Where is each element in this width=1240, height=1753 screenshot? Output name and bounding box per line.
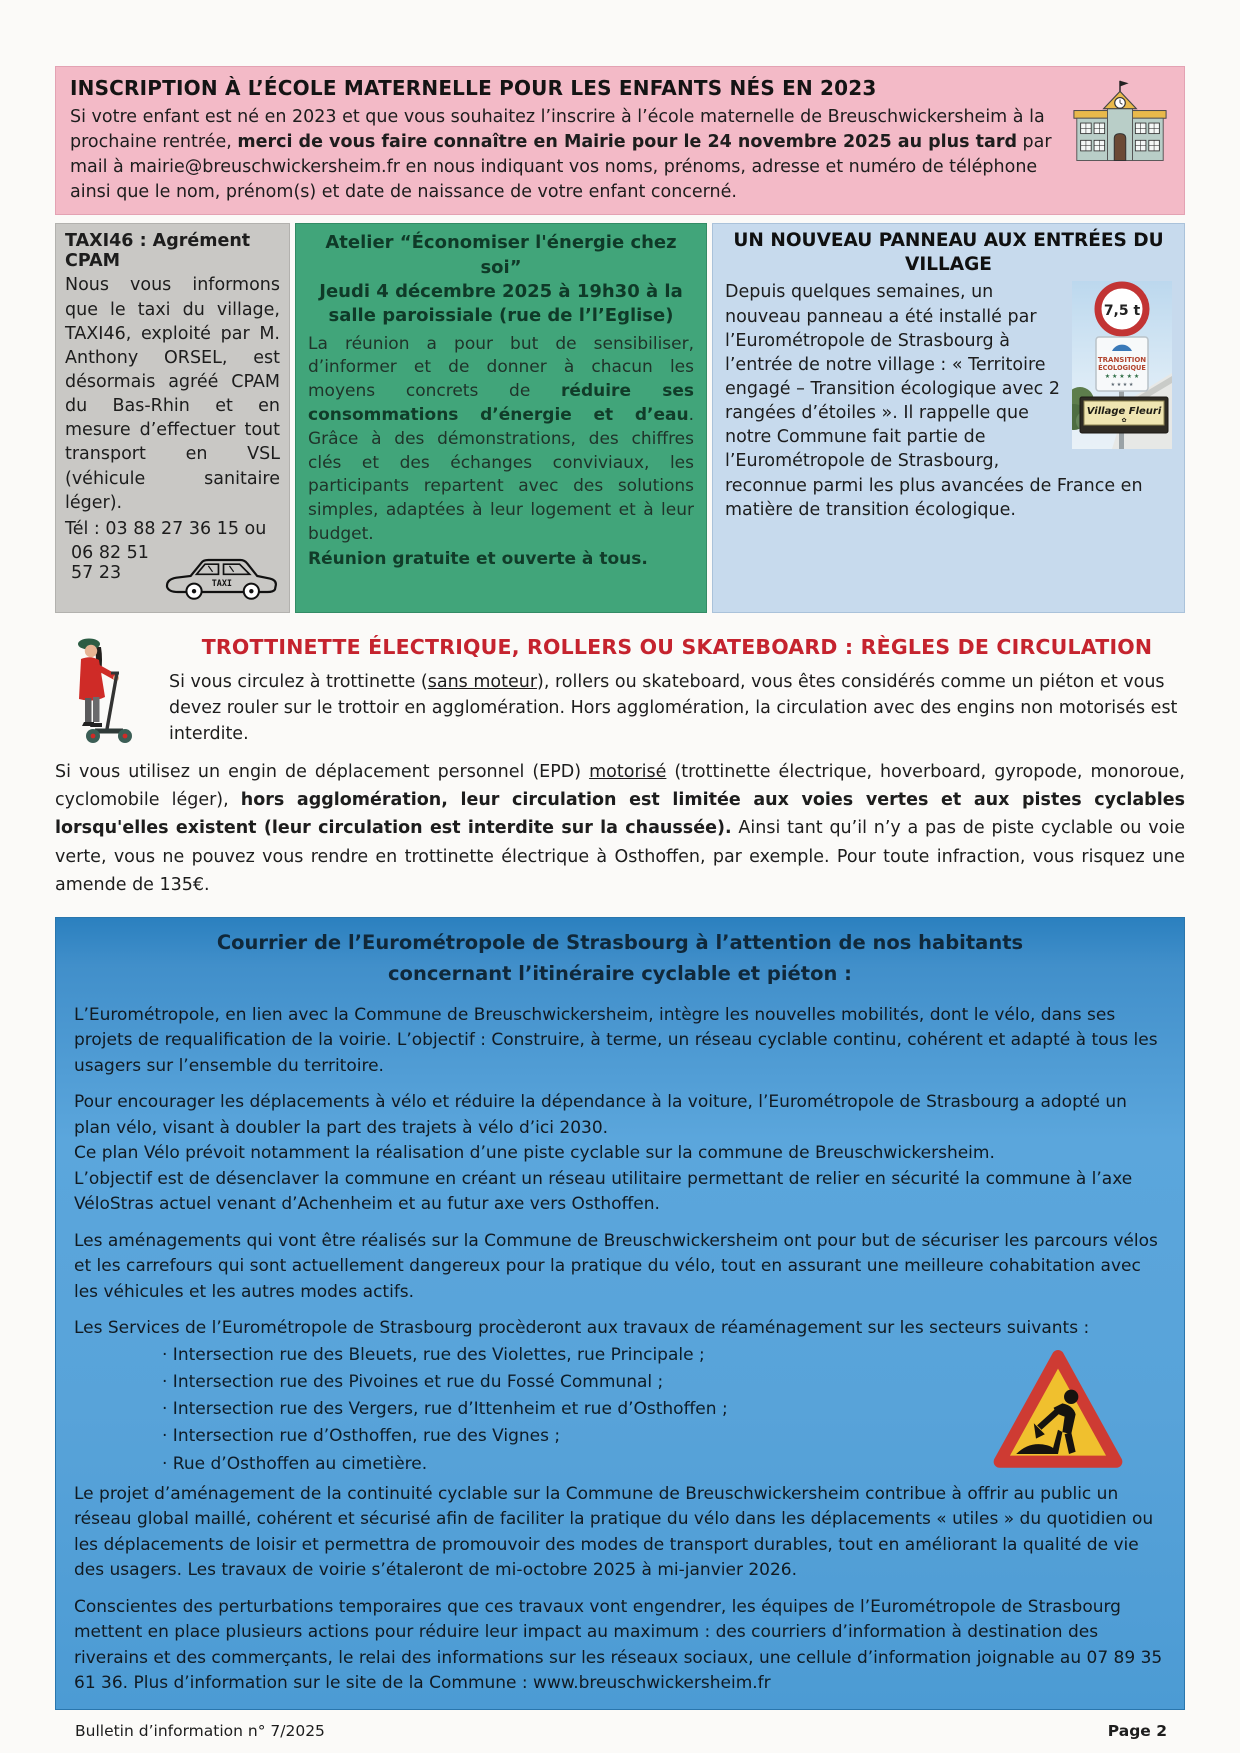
atelier-title: Atelier “Économiser l'énergie chez soi” Jeudi 4 décembre 2025 à 19h30 à la salle paroissiale (rue de l’l’Eglise): [319, 232, 683, 327]
inscription-title: INSCRIPTION À L’ÉCOLE MATERNELLE POUR LES ENFANTS NÉS EN 2023: [70, 76, 877, 100]
courrier-para5: Les aménagements qui vont être réalisés sur la Commune de Breuschwickersheim ont pour but de sécuriser les parcours vélos et les carrefours qui sont actuellement dangereux pour la pratique du vélo, tout en assurant une meilleure cohabitation avec les véhicules et les autres modes actifs.: [74, 1230, 1158, 1302]
courrier-para4: L’objectif est de désenclaver la commune en créant un réseau utilitaire permettant de relier en sécurité la commune à l’axe VéloStras actuel venant d’Achenheim et au futur axe vers Osthoffen.: [74, 1168, 1133, 1215]
courrier-bullet-list: [74, 1342, 992, 1478]
section-inscription-maternelle: [55, 66, 1185, 215]
courrier-para7: Le projet d’aménagement de la continuité cyclable sur la Commune de Breuschwickersheim contribue à offrir au public un réseau global maillé, cohérent et sécurisé afin de faciliter la pratique du vélo dans les déplacements « utiles » du quotidien ou les déplacements de loisir et permettra de promouvoir des modes de transport durables, tout en améliorant la qualité de vie des usagers. Les travaux de voirie s’étaleront de mi-octobre 2025 à mi-janvier 2026.: [74, 1483, 1154, 1581]
courrier-para6: Les Services de l’Eurométropole de Strasbourg procèderont aux travaux de réaménagement sur les secteurs suivants :: [74, 1318, 1090, 1339]
footer-bulletin-number: Bulletin d’information n° 7/2025: [75, 1721, 325, 1740]
village-fleuri-sign: [1080, 397, 1168, 433]
svg-text:✿: ✿: [1121, 417, 1127, 425]
school-building-icon: [1072, 77, 1168, 171]
svg-text:Village Fleuri: Village Fleuri: [1086, 406, 1162, 418]
weight-limit-sign-text: 7,5 t: [1103, 303, 1141, 320]
panneau-title: UN NOUVEAU PANNEAU AUX ENTRÉES DU VILLAGE: [733, 230, 1164, 276]
taxi-body: Nous vous informons que le taxi du village, TAXI46, exploité par M. Anthony ORSEL, est désormais agréé CPAM du Bas-Rhin et en mesure d’effectuer tout transport en VSL (véhicule sanitaire léger).: [65, 275, 280, 513]
taxi-phone-line2: 06 82 51 57 23: [71, 542, 149, 583]
svg-text:★ ★ ★ ★: ★ ★ ★ ★: [1110, 382, 1134, 389]
courrier-title: Courrier de l’Eurométropole de Strasbourg à l’attention de nos habitants concernant l’itinéraire cyclable et piéton :: [216, 931, 1024, 985]
taxi-phone-line: Tél : 03 88 27 36 15 ou: [65, 518, 267, 539]
courrier-para1: L’Eurométropole, en lien avec la Commune de Breuschwickersheim, intègre les nouvelles mobilités, dont le vélo, dans ses projets de requalification de la voirie. L’objectif : Construire, à terme, un réseau cyclable continu, cohérent et adapté à tous les usagers sur l’ensemble du territoire.: [74, 1004, 1158, 1076]
courrier-para2: Pour encourager les déplacements à vélo et réduire la dépendance à la voiture, l’Eurométropole de Strasbourg a adopté un plan vélo, visant à doubler la part des trajets à vélo d’ici 2030.: [74, 1092, 1127, 1138]
bullet-item: · Intersection rue des Vergers, rue d’Ittenheim et rue d’Osthoffen ;: [162, 1399, 728, 1420]
section-nouveau-panneau: [712, 223, 1185, 613]
section-courrier-eurometropole: [55, 917, 1185, 1709]
courrier-para8: Conscientes des perturbations temporaires que ces travaux vont engendrer, les équipes de l’Eurométropole de Strasbourg mettent en place plusieurs actions pour réduire leur impact au maximum : des courriers d’information à destination des riverains et des commerçants, le relai des informations sur les réseaux sociaux, une cellule d’information joignable au 07 89 35 61 36. Plus d’information sur le site de la Commune : www.breuschwickersheim.fr: [74, 1596, 1163, 1694]
roadworks-sign-icon: [992, 1346, 1124, 1474]
taxi-car-label: TAXI: [211, 578, 232, 589]
taxi-title: TAXI46 : Agrément CPAM: [65, 231, 251, 272]
bullet-item: · Intersection rue d’Osthoffen, rue des Vignes ;: [162, 1426, 561, 1447]
trottinette-para2: Si vous utilisez un engin de déplacement personnel (EPD) motorisé (trottinette électrique, hoverboard, gyropode, monoroue, cyclomobile léger), hors agglomération, leur circulation est limitée aux voies vertes et aux pistes cyclables lorsqu'elles existent (leur circulation est interdite sur la chaussée). Ainsi tant qu’il n’y a pas de piste cyclable ou voie verte, vous ne pouvez vous rendre en trottinette électrique à Osthoffen, par exemple. Pour toute infraction, vous risquez une amende de 135€.: [55, 761, 1185, 896]
atelier-body: La réunion a pour but de sensibiliser, d’informer et de donner à chacun les moyens concrets de réduire ses consommations d’énergie et d’eau. Grâce à des démonstrations, des chiffres clés et des échanges conviviaux, les participants repartent avec des solutions simples, adaptées à leur logement et à leur budget.: [308, 333, 694, 544]
bullet-item: · Intersection rue des Pivoines et rue du Fossé Communal ;: [162, 1372, 664, 1393]
section-atelier-energie: [295, 223, 707, 613]
svg-text:ÉCOLOGIQUE: ÉCOLOGIQUE: [1098, 364, 1146, 373]
atelier-footer-line: Réunion gratuite et ouverte à tous.: [308, 548, 648, 569]
newsletter-page: [55, 66, 1185, 1740]
section-trottinette-regles: [55, 627, 1185, 901]
taxi-car-icon: [162, 547, 280, 605]
page-footer: [55, 1722, 1185, 1740]
section-taxi46: [55, 223, 290, 613]
trottinette-title: TROTTINETTE ÉLECTRIQUE, ROLLERS OU SKATEBOARD : RÈGLES DE CIRCULATION: [201, 634, 1153, 659]
columns-row: [55, 223, 1185, 613]
inscription-body: Si votre enfant est né en 2023 et que vous souhaitez l’inscrire à l’école maternelle de Breuschwickersheim à la prochaine rentrée, merci de vous faire connaître en Mairie pour le 24 novembre 2025 au plus tard par mail à mairie@breuschwickersheim.fr en nous indiquant vos noms, prénoms, adresse et numéro de téléphone ainsi que le nom, prénom(s) et date de naissance de votre enfant concerné.: [70, 107, 1052, 202]
svg-text:TRANSITION: TRANSITION: [1097, 356, 1147, 365]
village-signs-photo: [1072, 281, 1172, 449]
svg-text:★ ★ ★ ★ ★: ★ ★ ★ ★ ★: [1104, 373, 1140, 381]
transition-sign: [1096, 337, 1148, 391]
footer-page-number: Page 2: [1107, 1721, 1167, 1740]
bullet-item: · Intersection rue des Bleuets, rue des Violettes, rue Principale ;: [162, 1344, 705, 1365]
panneau-body: Depuis quelques semaines, un nouveau panneau a été installé par l’Eurométropole de Strasbourg à l’entrée de notre village : « Territoire engagé – Transition écologique avec 2 rangées d’étoiles ». Il rappelle que notre Commune fait partie de l’Eurométropole de Strasbourg, reconnue parmi les plus avancées de France en matière de transition écologique.: [725, 282, 1143, 520]
bullet-item: · Rue d’Osthoffen au cimetière.: [162, 1453, 428, 1474]
trottinette-para1: Si vous circulez à trottinette (sans moteur), rollers ou skateboard, vous êtes considérés comme un piéton et vous devez rouler sur le trottoir en agglomération. Hors agglomération, la circulation avec des engins non motorisés est interdite.: [169, 671, 1178, 745]
scooter-rider-icon: [61, 635, 147, 747]
courrier-para3: Ce plan Vélo prévoit notamment la réalisation d’une piste cyclable sur la commune de Breuschwickersheim.: [74, 1143, 995, 1164]
